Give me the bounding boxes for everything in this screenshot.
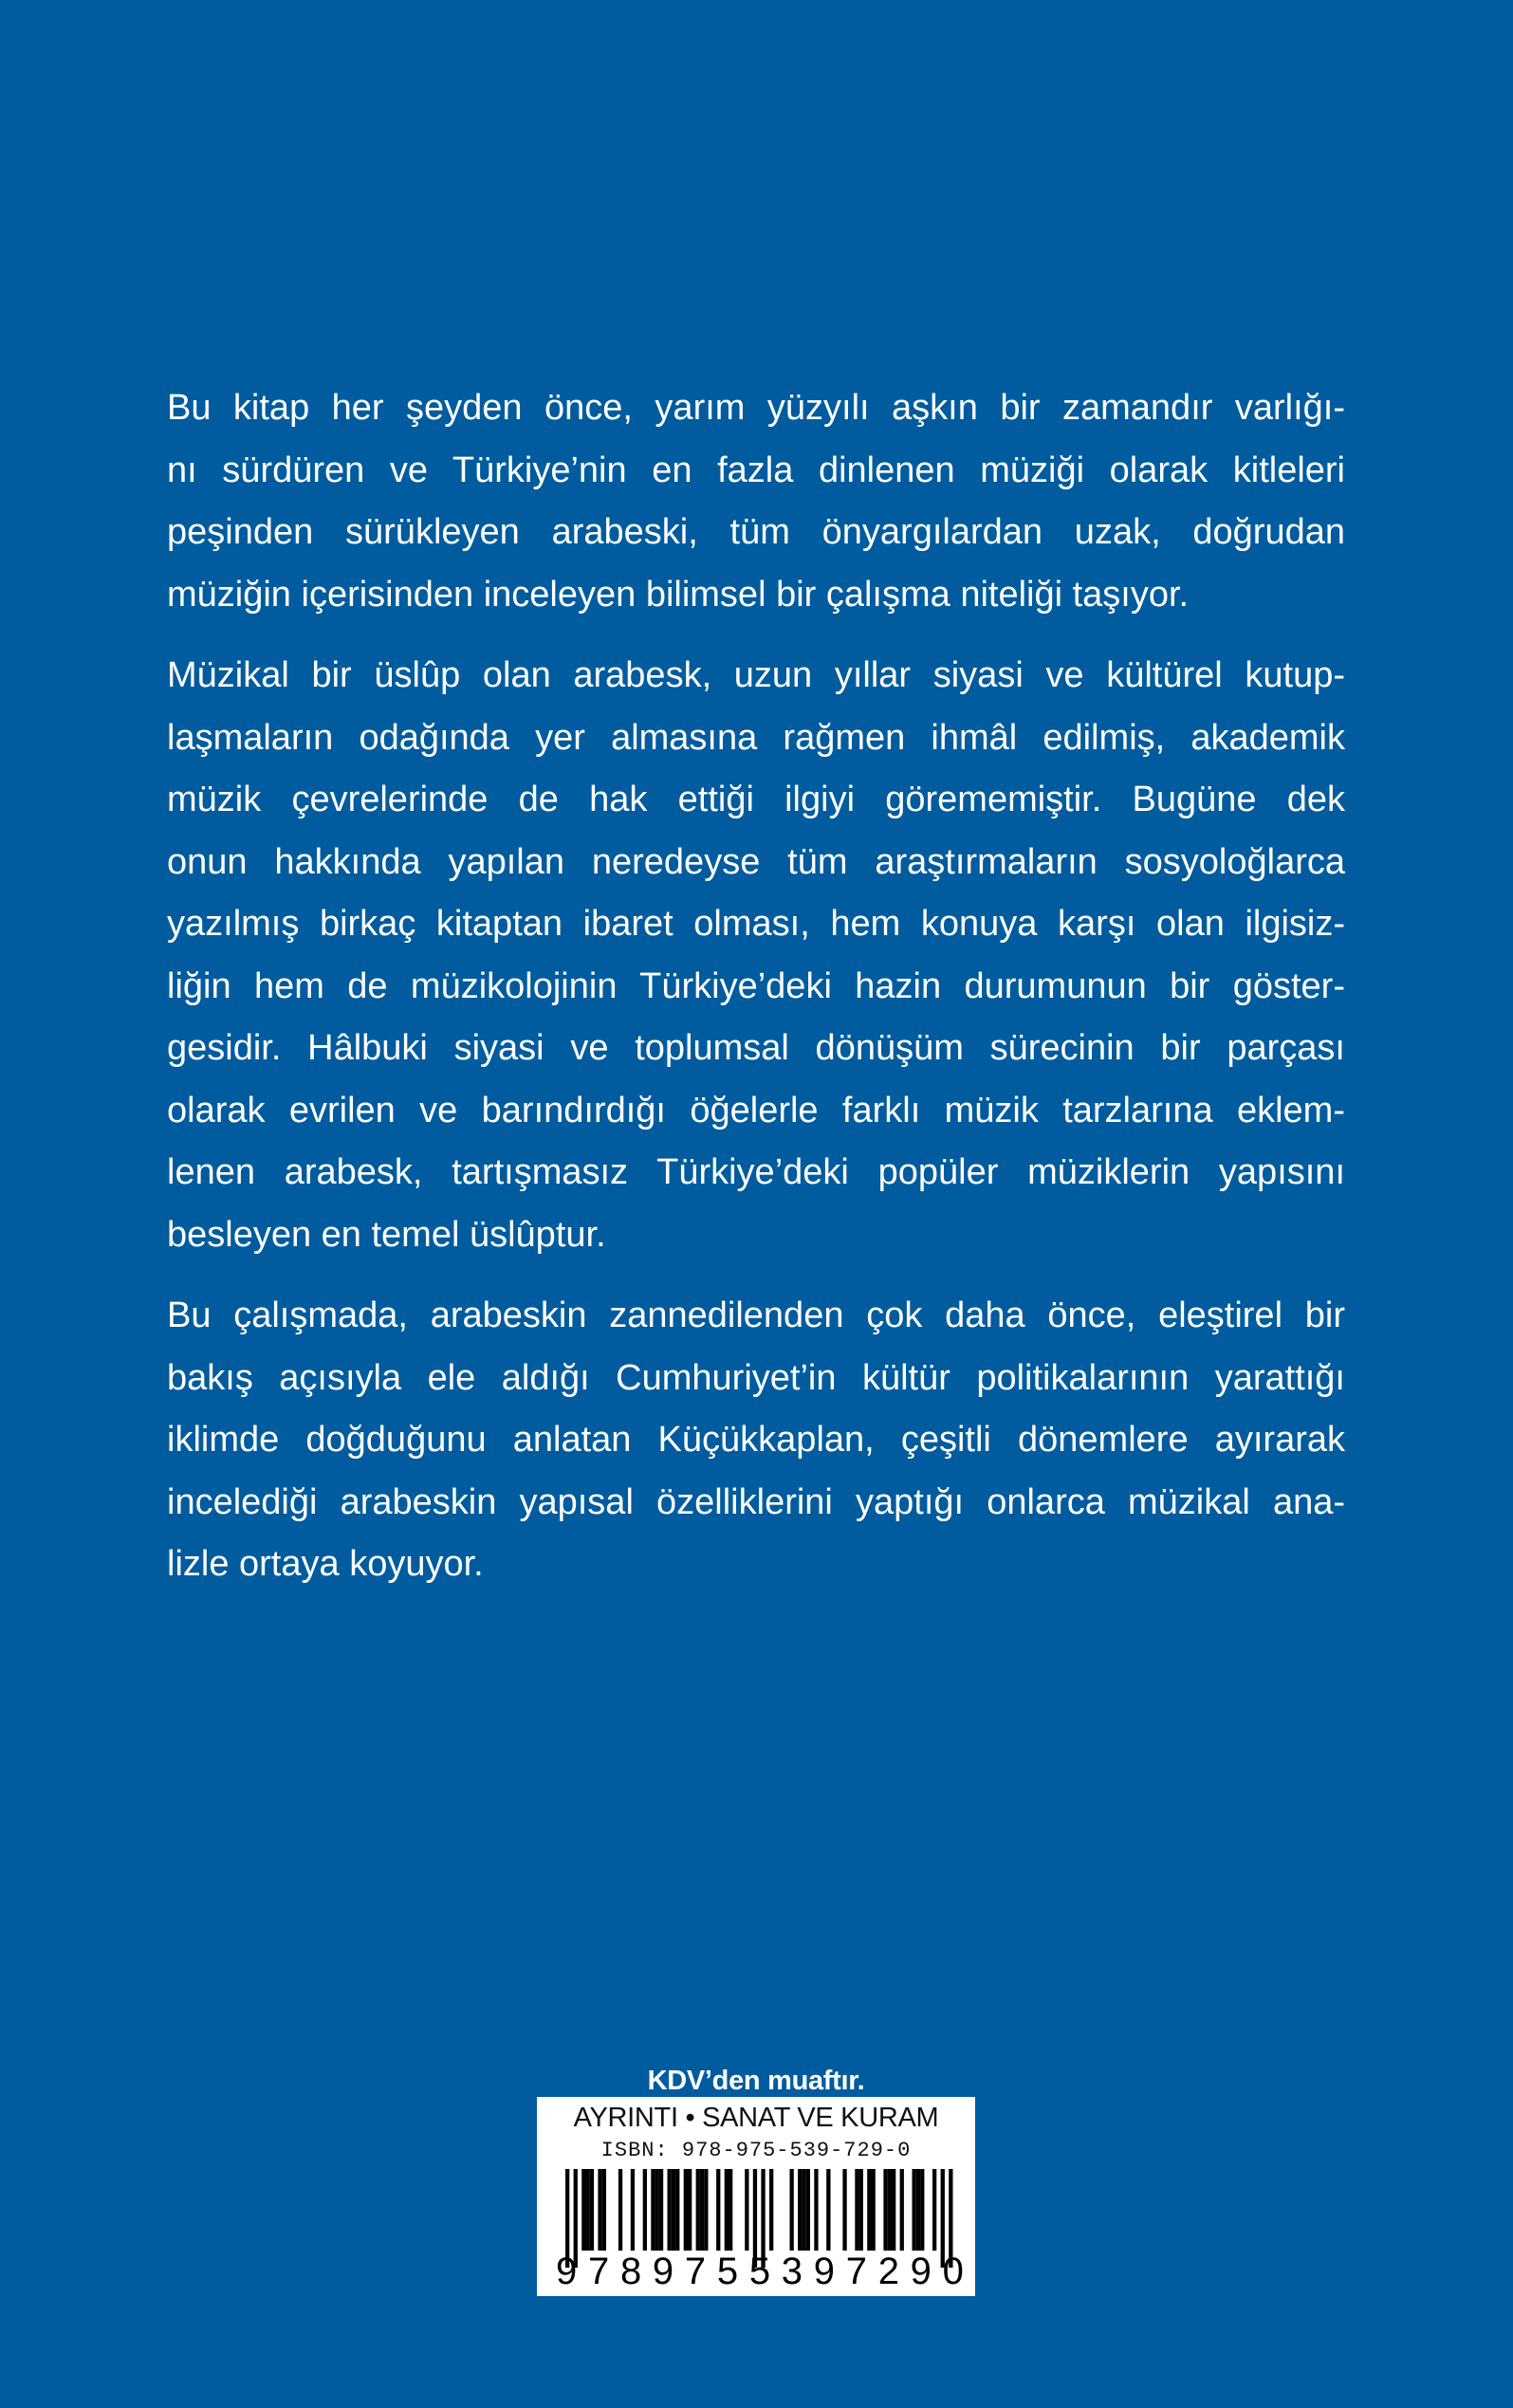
blurb-line: yazılmış birkaç kitaptan ibaret olması, hem konuya karşı olan ilgisiz- [167,904,1345,944]
blurb-line: müzik çevrelerinde de hak ettiği ilgiyi görememiştir. Bugüne dek [167,780,1345,819]
barcode-digit: 9 [652,2251,674,2292]
barcode-bar [745,2169,748,2251]
barcode-bar [725,2169,729,2251]
barcode-digits [556,2251,964,2293]
barcode-digit: 7 [587,2251,610,2292]
barcode-digit: 7 [684,2251,707,2292]
back-cover-blurb [167,377,1345,1615]
barcode-bar [668,2169,672,2251]
barcode-bar [688,2169,692,2251]
barcode-bar [704,2169,708,2251]
barcode-bar [855,2169,858,2251]
barcode-bar [590,2169,594,2251]
barcode-bar [859,2169,863,2251]
barcode-digit: 3 [781,2251,803,2292]
blurb-line: besleyen en temel üslûptur. [167,1214,606,1255]
blurb-line: olarak evrilen ve barındırdığı öğelerle farklı müzik tarzlarına eklem- [167,1090,1345,1130]
blurb-line: onun hakkında yapılan neredeyse tüm araştırmaların sosyoloğlarca [167,841,1345,882]
barcode-bar [655,2169,659,2251]
barcode-bar [872,2169,876,2251]
barcode-digit: 0 [942,2251,964,2292]
barcode-bar [790,2169,794,2251]
blurb-paragraph-1 [167,377,1345,626]
blurb-line: liğin hem de müzikolojinin Türkiye’deki hazin durumunun bir göster- [167,965,1345,1006]
barcode-bar [883,2169,887,2251]
blurb-line: incelediği arabeskin yapısal özelliklerini yaptığı onlarca müzikal ana- [167,1481,1345,1522]
barcode-bar [684,2169,688,2251]
blurb-line: müziğin içerisinden inceleyen bilimsel bir çalışma niteliği taşıyor. [167,574,1190,615]
barcode-bar [806,2169,810,2251]
blurb-line: bakış açısıyla ele aldığı Cumhuriyet’in kültür politikalarının yarattığı [167,1357,1345,1398]
barcode-digit: 8 [619,2251,642,2292]
barcode-digit: 5 [748,2251,771,2292]
barcode-bar [729,2169,732,2251]
barcode-bar [651,2169,655,2251]
blurb-line: Bu çalışmada, arabeskin zannedilenden çok daha önce, eleştirel bir [167,1296,1345,1335]
isbn-barcode [537,2097,975,2296]
barcode-digit: 5 [716,2251,739,2292]
barcode-series-label: AYRINTI • SANAT VE KURAM [573,2103,939,2133]
barcode-bar [920,2169,924,2251]
barcode-digit: 2 [877,2251,899,2292]
barcode-digit: 7 [845,2251,867,2292]
barcode-bar [602,2169,606,2251]
barcode-bar [618,2169,622,2251]
barcode-bar [696,2169,700,2251]
tax-exempt-note: KDV’den muaftır. [647,2066,865,2096]
barcode-bar [581,2169,585,2251]
blurb-line: lizle ortaya koyuyor. [167,1544,484,1584]
barcode-bar [932,2169,936,2251]
barcode-bar [826,2169,830,2251]
blurb-paragraph-2 [167,645,1345,1266]
blurb-line: Müzikal bir üslûp olan arabesk, uzun yıllar siyasi ve kültürel kutup- [167,655,1345,695]
barcode-bar [631,2169,635,2251]
barcode-bar [900,2169,904,2251]
blurb-line: laşmaların odağında yer almasına rağmen ihmâl edilmiş, akademik [167,717,1345,758]
barcode-bar [798,2169,802,2251]
barcode-bar [867,2169,871,2251]
blurb-line: Bu kitap her şeyden önce, yarım yüzyılı aşkın bir zamandır varlığı- [167,388,1345,428]
barcode-bar [598,2169,601,2251]
barcode-bar [802,2169,805,2251]
barcode-bar [700,2169,704,2251]
blurb-line: peşinden sürükleyen arabeski, tüm önyargılardan uzak, doğrudan [167,512,1345,552]
barcode-digit: 9 [556,2251,578,2292]
blurb-line: nı sürdüren ve Türkiye’nin en fazla dinlenen müziği olarak kitleleri [167,450,1345,490]
barcode-bar [842,2169,846,2251]
blurb-line: gesidir. Hâlbuki siyasi ve toplumsal dönüşüm sürecinin bir parçası [167,1028,1345,1068]
barcode-bar [672,2169,675,2251]
barcode-bar [916,2169,920,2251]
barcode-digit: 9 [910,2251,932,2292]
barcode-bar [643,2169,647,2251]
barcode-bar [769,2169,773,2251]
barcode-bar [814,2169,818,2251]
barcode-digit: 9 [813,2251,835,2292]
barcode-bar [659,2169,663,2251]
barcode-isbn-label: ISBN: 978-975-539-729-0 [600,2139,912,2162]
barcode-bar [675,2169,679,2251]
barcode-bar [716,2169,720,2251]
barcode-bar [892,2169,895,2251]
blurb-line: iklimde doğduğunu anlatan Küçükkaplan, çeşitli dönemlere ayırarak [167,1420,1345,1460]
barcode-bar [913,2169,916,2251]
barcode-bar [586,2169,590,2251]
blurb-line: lenen arabesk, tartışmasız Türkiye’deki popüler müziklerin yapısını [167,1152,1345,1192]
blurb-paragraph-3 [167,1285,1345,1596]
barcode-bar [888,2169,892,2251]
